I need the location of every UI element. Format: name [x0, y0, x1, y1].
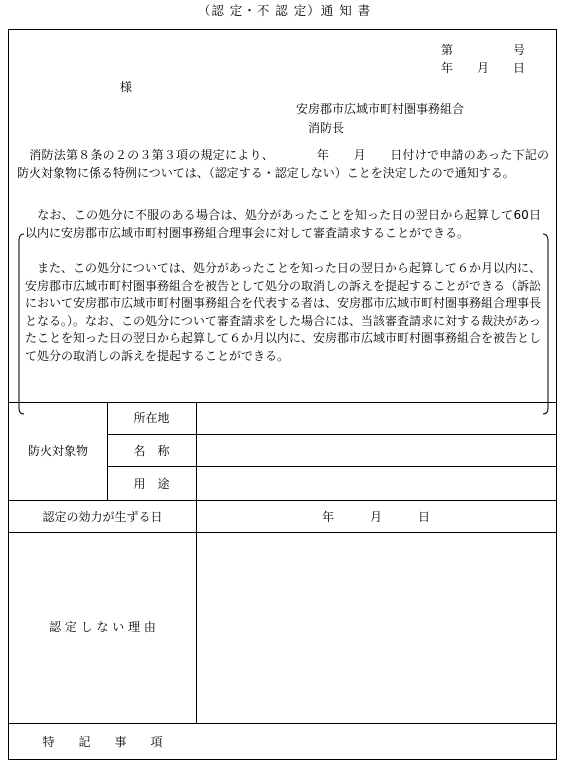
reason-label: 認 定 し な い 理 由: [49, 620, 156, 634]
appeal-paragraph-2: また、この処分については、処分があったことを知った日の翌日から起算して６か月以内に、安房郡市広域市町村圏事務組合を被告として処分の取消しの訴えを提起することができる（訴訟において安房郡市広域市町村圏事務組合を代表する者は、安房郡市広域市町村圏事務組合理事長となる。）。なお、この処分について審査請求をした場合には、当該審査請求に対する裁決があったことを知った日の翌日から起算して６か月以内に、安房郡市広域市町村圏事務組合を被告として処分の取消しの訴えを提起することができる。: [25, 261, 542, 363]
document-title: （認 定・不 認 定）通 知 書: [197, 3, 372, 18]
document-date: 年 月 日: [441, 61, 526, 75]
appeal-paragraph-1: なお、この処分に不服のある場合は、処分があったことを知った日の翌日から起算して60日以内に安房郡市広域市町村圏事務組合理事会に対して審査請求することができる。: [25, 208, 541, 240]
remarks-label: 特 記 事 項: [42, 735, 163, 749]
issuer-org: 安房郡市広域市町村圏事務組合: [296, 102, 465, 116]
usage-field[interactable]: [197, 467, 556, 500]
location-field[interactable]: [197, 403, 556, 434]
addressee-suffix: 様: [120, 80, 133, 94]
document-number: 第 号: [441, 43, 526, 57]
left-bracket: [17, 233, 25, 415]
right-bracket: [542, 233, 550, 415]
location-label: 所在地: [133, 411, 170, 425]
effective-date-label: 認定の効力が生ずる日: [42, 510, 163, 524]
name-field[interactable]: [197, 435, 556, 466]
issuer-title: 消防長: [308, 121, 345, 135]
row-line-3: [9, 500, 556, 501]
effective-date-value: 年 月 日: [321, 510, 430, 524]
document-frame: [8, 29, 557, 760]
usage-label: 用 途: [133, 477, 170, 491]
notice-body: 消防法第８条の２の３第３項の規定により、 年 月 日付けで申請のあった下記の防火対象物に係る特例については、（認定する・認定しない）ことを決定したので通知する。: [17, 148, 549, 180]
reason-field[interactable]: [197, 533, 556, 723]
remarks-field[interactable]: [197, 724, 556, 759]
object-label: 防火対象物: [27, 444, 88, 458]
name-label: 名 称: [133, 444, 170, 458]
